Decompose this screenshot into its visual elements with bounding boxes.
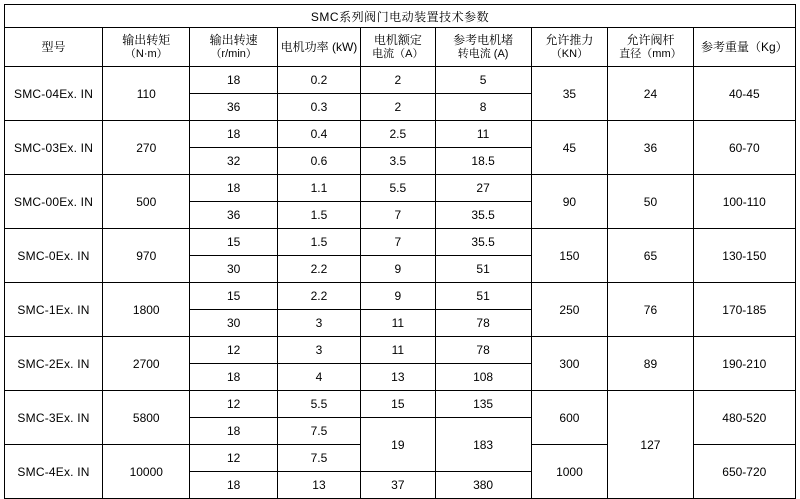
cell-locked-current: 78: [435, 337, 531, 364]
table-row: [5, 391, 796, 418]
cell-locked-current: 11: [435, 121, 531, 148]
cell-thrust: 150: [531, 229, 608, 283]
cell-power: 0.6: [277, 148, 360, 175]
cell-current: 2: [361, 67, 436, 94]
cell-speed: 30: [190, 256, 277, 283]
cell-weight: 60-70: [693, 121, 795, 175]
cell-power: 13: [277, 472, 360, 499]
cell-thrust: 250: [531, 283, 608, 337]
cell-locked-current: 35.5: [435, 229, 531, 256]
cell-stem-diameter: 50: [608, 175, 693, 229]
cell-stem-diameter: 24: [608, 67, 693, 121]
cell-power: 4: [277, 364, 360, 391]
header-output-speed-line2: （r/min）: [210, 48, 257, 60]
cell-stem-diameter-merged: 127: [608, 391, 693, 499]
header-rated-current-line2: 电流（A）: [372, 48, 424, 60]
table-row: [5, 283, 796, 310]
cell-thrust: 1000: [531, 445, 608, 499]
header-output-torque: [103, 28, 190, 67]
cell-locked-current: 18.5: [435, 148, 531, 175]
cell-model: SMC-0Ex. IN: [5, 229, 103, 283]
cell-weight: 480-520: [693, 391, 795, 445]
cell-thrust: 300: [531, 337, 608, 391]
cell-torque: 10000: [103, 445, 190, 499]
cell-torque: 500: [103, 175, 190, 229]
header-reference-weight: [693, 28, 795, 67]
cell-power: 5.5: [277, 391, 360, 418]
cell-current: 2.5: [361, 121, 436, 148]
cell-stem-diameter: 36: [608, 121, 693, 175]
table-row: [5, 121, 796, 148]
cell-speed: 12: [190, 337, 277, 364]
cell-speed: 18: [190, 67, 277, 94]
cell-current: 9: [361, 283, 436, 310]
cell-speed: 36: [190, 202, 277, 229]
cell-power: 2.2: [277, 283, 360, 310]
cell-thrust: 600: [531, 391, 608, 445]
cell-locked-current: 8: [435, 94, 531, 121]
cell-torque: 110: [103, 67, 190, 121]
cell-speed: 18: [190, 472, 277, 499]
cell-speed: 15: [190, 229, 277, 256]
cell-current: 9: [361, 256, 436, 283]
cell-power: 0.4: [277, 121, 360, 148]
cell-speed: 36: [190, 94, 277, 121]
cell-power: 7.5: [277, 445, 360, 472]
cell-current: 7: [361, 229, 436, 256]
table-row: [5, 229, 796, 256]
cell-power: 2.2: [277, 256, 360, 283]
cell-thrust: 35: [531, 67, 608, 121]
cell-speed: 15: [190, 283, 277, 310]
cell-current-merged: 19: [361, 418, 436, 472]
header-output-torque-line1: 输出转矩: [122, 33, 171, 47]
cell-power: 3: [277, 310, 360, 337]
header-output-speed: [190, 28, 277, 67]
cell-model: SMC-4Ex. IN: [5, 445, 103, 499]
header-model-line1: 型号: [41, 40, 66, 54]
header-output-torque-line2: （N·m）: [124, 48, 168, 60]
header-model: [5, 28, 103, 67]
cell-model: SMC-04Ex. IN: [5, 67, 103, 121]
cell-power: 1.1: [277, 175, 360, 202]
cell-locked-current: 135: [435, 391, 531, 418]
cell-locked-current-merged: 183: [435, 418, 531, 472]
cell-speed: 18: [190, 175, 277, 202]
cell-current: 5.5: [361, 175, 436, 202]
cell-speed: 12: [190, 445, 277, 472]
cell-power: 0.3: [277, 94, 360, 121]
cell-current: 7: [361, 202, 436, 229]
cell-torque: 270: [103, 121, 190, 175]
table-title-row: [5, 5, 796, 28]
cell-model: SMC-03Ex. IN: [5, 121, 103, 175]
cell-weight: 170-185: [693, 283, 795, 337]
cell-locked-current: 35.5: [435, 202, 531, 229]
header-allowable-thrust-line2: （KN）: [550, 48, 589, 60]
cell-speed: 32: [190, 148, 277, 175]
cell-stem-diameter: 65: [608, 229, 693, 283]
page-title: SMC系列阀门电动装置技术参数: [5, 5, 796, 28]
cell-locked-current: 27: [435, 175, 531, 202]
cell-locked-current: 108: [435, 364, 531, 391]
header-stem-diameter: [608, 28, 693, 67]
header-output-speed-line1: 输出转速: [209, 33, 258, 47]
cell-speed: 18: [190, 364, 277, 391]
cell-stem-diameter: 89: [608, 337, 693, 391]
cell-current: 37: [361, 472, 436, 499]
cell-speed: 30: [190, 310, 277, 337]
cell-torque: 5800: [103, 391, 190, 445]
header-rated-current: [361, 28, 436, 67]
header-stem-diameter-line2: 直径（mm）: [619, 48, 682, 60]
table-row: [5, 175, 796, 202]
table-header-row: [5, 28, 796, 67]
cell-weight: 650-720: [693, 445, 795, 499]
cell-power: 3: [277, 337, 360, 364]
cell-speed: 18: [190, 121, 277, 148]
cell-model: SMC-3Ex. IN: [5, 391, 103, 445]
cell-weight: 190-210: [693, 337, 795, 391]
specification-table: [4, 4, 796, 499]
header-locked-rotor-current-line2: 转电流 (A): [457, 48, 509, 60]
cell-speed: 18: [190, 418, 277, 445]
header-motor-power: [277, 28, 360, 67]
cell-weight: 40-45: [693, 67, 795, 121]
header-reference-weight-line1: 参考重量（Kg）: [700, 40, 788, 54]
cell-current: 3.5: [361, 148, 436, 175]
header-locked-rotor-current-line1: 参考电机堵: [453, 33, 514, 47]
cell-current: 2: [361, 94, 436, 121]
cell-current: 11: [361, 310, 436, 337]
cell-stem-diameter: 76: [608, 283, 693, 337]
header-rated-current-line1: 电机额定: [373, 33, 422, 47]
cell-locked-current: 78: [435, 310, 531, 337]
cell-power: 1.5: [277, 229, 360, 256]
cell-power: 7.5: [277, 418, 360, 445]
cell-current: 11: [361, 337, 436, 364]
cell-model: SMC-1Ex. IN: [5, 283, 103, 337]
cell-thrust: 45: [531, 121, 608, 175]
cell-torque: 970: [103, 229, 190, 283]
cell-speed: 12: [190, 391, 277, 418]
cell-locked-current: 51: [435, 283, 531, 310]
cell-power: 1.5: [277, 202, 360, 229]
cell-model: SMC-00Ex. IN: [5, 175, 103, 229]
header-allowable-thrust-line1: 允许推力: [545, 33, 594, 47]
cell-current: 13: [361, 364, 436, 391]
table-row: [5, 337, 796, 364]
cell-model: SMC-2Ex. IN: [5, 337, 103, 391]
cell-locked-current: 5: [435, 67, 531, 94]
cell-power: 0.2: [277, 67, 360, 94]
cell-thrust: 90: [531, 175, 608, 229]
header-locked-rotor-current: [435, 28, 531, 67]
header-allowable-thrust: [531, 28, 608, 67]
cell-locked-current: 380: [435, 472, 531, 499]
cell-torque: 2700: [103, 337, 190, 391]
cell-current: 15: [361, 391, 436, 418]
cell-locked-current: 51: [435, 256, 531, 283]
header-stem-diameter-line1: 允许阀杆: [626, 33, 675, 47]
cell-torque: 1800: [103, 283, 190, 337]
table-row: [5, 67, 796, 94]
header-motor-power-line1: 电机功率 (kW): [280, 40, 358, 54]
cell-weight: 130-150: [693, 229, 795, 283]
cell-weight: 100-110: [693, 175, 795, 229]
